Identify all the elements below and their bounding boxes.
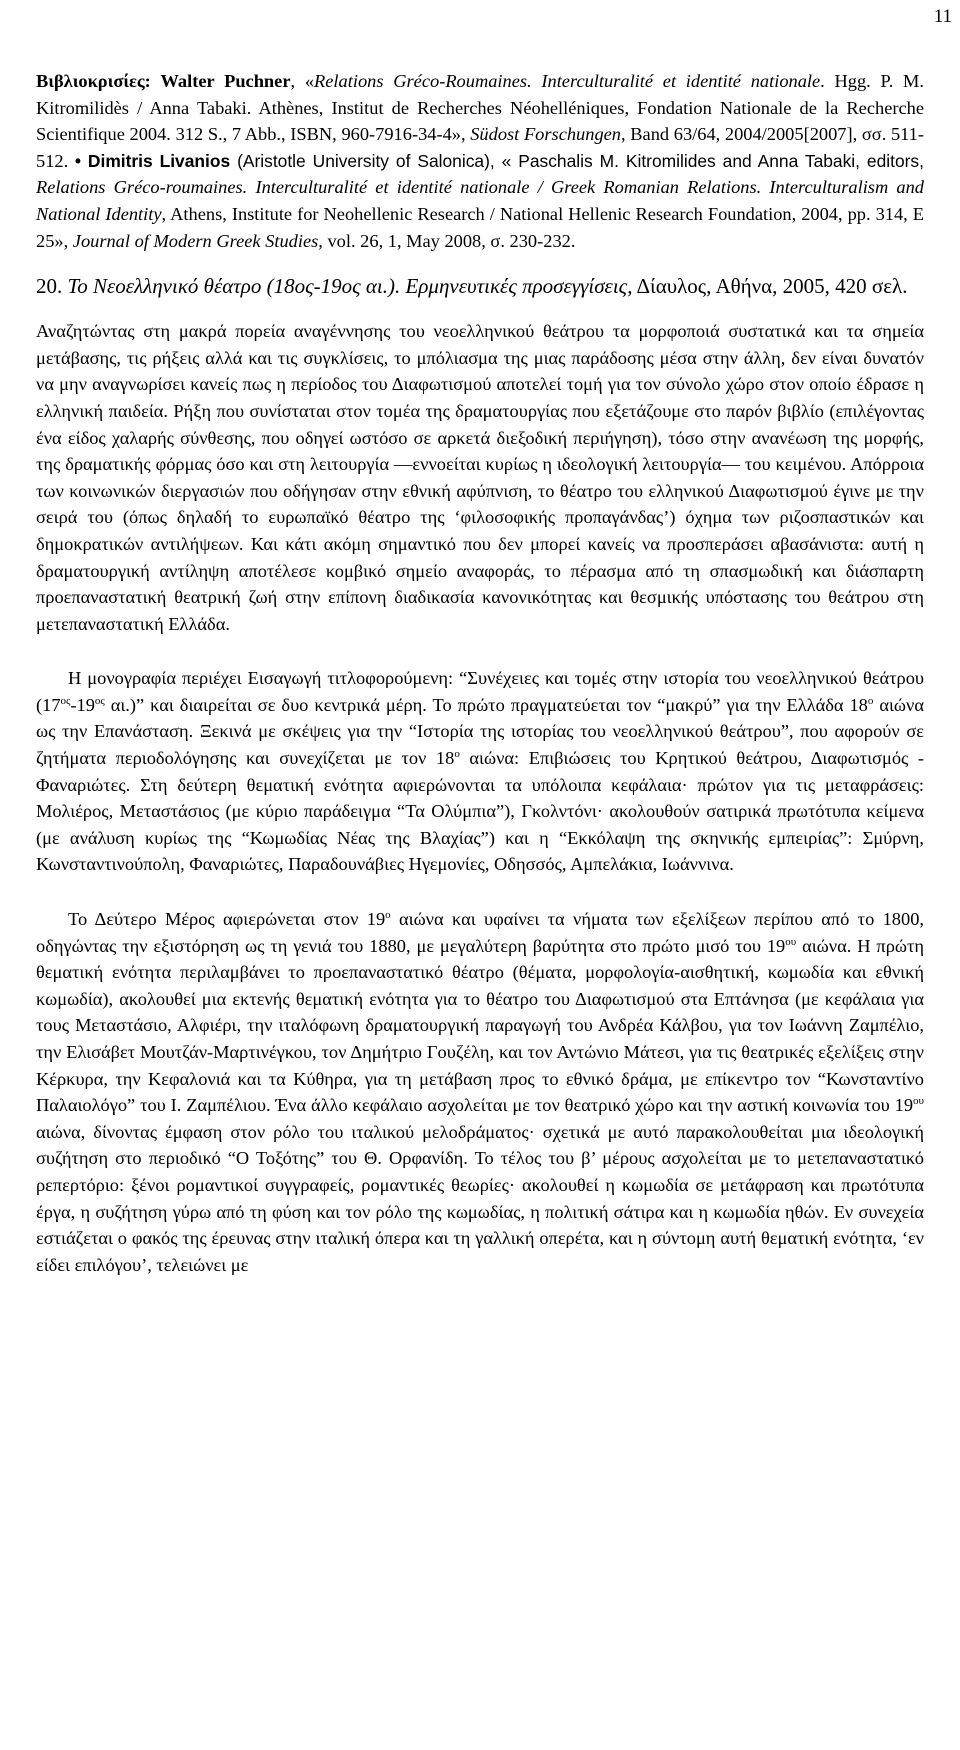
paragraph-second-part: [36, 906, 924, 1278]
review1-author: Walter Puchner: [160, 71, 291, 91]
review2-publisher: , Athens, Institute for Neohellenic Research / National Hellenic Research Foundation, 2004, pp. 314, E 25»,: [36, 203, 924, 251]
review1-title: Relations Gréco-Roumaines. Interculturalité et identité nationale: [314, 71, 821, 91]
page-number: 11: [933, 6, 952, 27]
superscript: ος: [60, 694, 71, 707]
text-run: Η μονογραφία περιέχει Εισαγωγή τιτλοφορούμενη: “Συνέχειες και τομές στην ιστορία του νεοελληνικού θεάτρου (17: [36, 668, 924, 715]
superscript: ου: [913, 1095, 924, 1108]
paragraph-intro: Αναζητώντας στη μακρά πορεία αναγέννησης του νεοελληνικού θεάτρου τα μορφοποιά συστατικά και τα σημεία μετάβασης, τις ρήξεις αλλά και τις συγκλίσεις, το μπόλιασμα της μιας παράδοσης μέσα στην άλλη, δεν είναι δυνατόν να μην αναγνωρίσει κανείς πως η περίοδος του Διαφωτισμού αποτελεί τομή για τον σύνολο χώρο στον οποίο έδρασε η ελληνική παιδεία. Ρήξη που συνίσταται στον τομέα της δραματουργίας που εξετάζουμε στο παρόν βιβλίο (επιλέγοντας ένα είδος χαλαρής σύνθεσης, που οδηγεί ωστόσο σε αρκετά διεξοδική περιήγηση), τόσο στην ανανέωση της μορφής, της δραματικής φόρμας όσο και στη λειτουργία —εννοείται κυρίως η ιδεολογική λειτουργία— του κειμένου. Απόρροια των κοινωνικών διεργασιών που οδήγησαν στην εθνική αφύπνιση, το θέατρο του ελληνικού Διαφωτισμού έγινε με την σειρά του (όπως δηλαδή το ευρωπαϊκό θέατρο της ‘φιλοσοφικής προπαγάνδας’) όχημα των ριζοσπαστικών και δημοκρατικών αντιλήψεων. Και κάτι ακόμη σημαντικό που δεν μπορεί κανείς να προσπεράσει αβασάνιστα: αυτή η δραματουργική αντίληψη αποτέλεσε κομβικό σημείο αναφοράς, το πέρασμα από τη σπασμωδική και διάσπαρτη προεπαναστατική θεατρική ζωή στην επίπονη διαδικασία κανονικότητας και θεσμικής υπόστασης του θεάτρου στη μετεπαναστατική Ελλάδα.: [36, 321, 924, 634]
text-run: -19: [70, 694, 95, 715]
text-run: Το Δεύτερο Μέρος αφιερώνεται στον 19: [68, 909, 386, 930]
text-run: αι.)” και διαιρείται σε δυο κεντρικά μέρη. Το πρώτο πραγματεύεται τον “μακρύ” για την Ελλάδα 18: [104, 694, 868, 715]
text-run: αιώνα, δίνοντας έμφαση στον ρόλο του ιταλικού μελοδράματος· σχετικά με αυτό παρακολουθείται μια ιδεολογική συζήτηση στο περιοδικό “Ο Τοξότης” του Θ. Ορφανίδη. Το τέλος του β’ μέρους ασχολείται με το μετεπαναστατικό ρεπερτόριο: ξένοι ρομαντικοί συγγραφείς, ρομαντικές θεωρίες· ακολουθεί η κωμωδία σε μετάφραση και πρωτότυπα έργα, η συζήτηση γύρω από τη φύση και τον ρόλο της κωμωδίας, η πολιτική σάτιρα και η κωμωδία ηθών. Εν συνεχεία εστιάζεται ο φακός της έρευνας στην ιταλική όπερα και τη γαλλική οπερέτα, και η σύντομη αυτή θεματική ενότητα, ‘εν είδει επιλόγου’, τελειώνει με: [36, 1121, 924, 1275]
superscript: ο: [454, 748, 460, 761]
review2-journal: Journal of Modern Greek Studies: [72, 230, 319, 251]
review1-details: . Hgg. P. M. Kitromilidès / Anna Tabaki. Athènes, Institut de Recherches Néohelléniques, Fondation Nationale de la Recherche Scientifique 2004. 312 S., 7 Abb., ISBN, 960-7916-34-4»,: [36, 71, 924, 145]
reviews-paragraph: [36, 68, 924, 254]
review1-pages: , Band 63/64, 2004/2005[2007], σσ. 511-512.: [36, 124, 924, 171]
superscript: ος: [94, 694, 105, 707]
entry-heading: [36, 272, 924, 300]
review2-bullet: •: [74, 150, 81, 171]
text-run: αιώνα: Επιβιώσεις του Κρητικού θεάτρου, Διαφωτισμός - Φαναριώτες. Στη δεύτερη θεματική ενότητα αφιερώνονται τα υπόλοιπα κεφάλαια· πρώτον για τις μεταφράσεις: Μολιέρος, Μεταστάσιος (με κύριο παράδειγμα “Τα Ολύμπια”), Γκολντόνι· ακολουθούν σατιρικά πρωτότυπα κείμενα (με ανάλυση κυρίως της “Κωμωδίας Νέας της Βλαχίας”) και η “Εκκόλαψη της σκηνικής εμπειρίας”: Σμύρνη, Κωνσταντινούπολη, Φαναριώτες, Παραδουνάβιες Ηγεμονίες, Οδησσός, Αμπελάκια, Ιωάννινα.: [36, 748, 924, 875]
review2-details: (Aristotle University of Salonica), « Paschalis M. Kitromilides and Anna Tabaki, editors,: [230, 150, 924, 171]
text-run: αιώνα και υφαίνει τα νήματα των εξελίξεων περίπου από το 1800, οδηγώντας την εξιστόρηση ως τη γενιά του 1880, με μεγαλύτερη βαρύτητα στο πρώτο μισό του 19: [36, 909, 924, 956]
review1-journal: Südost Forschungen: [470, 124, 621, 145]
entry-publisher: Δίαυλος, Αθήνα, 2005, 420 σελ.: [636, 274, 908, 299]
text-run: αιώνα. Η πρώτη θεματική ενότητα περιλαμβάνει το προεπαναστατικό θέατρο (θέματα, μορφολογία-αισθητική, κωμωδία και εθνική κωμωδία), ακολουθεί μια εκτενής θεματική ενότητα για το θέατρο του Διαφωτισμού στα Επτάνησα (με κεφάλαια για τους Μεταστάσιο, Αλφιέρι, την ιταλόφωνη δραματουργική παραγωγή του Ανδρέα Κάλβου, για τον Ιωάννη Ζαμπέλιο, την Ελισάβετ Μουτζάν-Μαρτινέγκου, τον Δημήτριο Γουζέλη, και τον Αντώνιο Μάτεσι, για τις θεατρικές εξελίξεις στην Κέρκυρα, την Κεφαλονιά και τα Κύθηρα, για τη μετάβαση προς το εθνικό δράμα, με επίκεντρο τον “Κωνσταντίνο Παλαιολόγο” του Ι. Ζαμπέλιου. Ένα άλλο κεφάλαιο ασχολείται με τον θεατρικό χώρο και την αστική κοινωνία του 19: [36, 935, 924, 1116]
reviews-label: Βιβλιοκρισίες:: [36, 71, 151, 91]
entry-number: 20.: [36, 274, 68, 299]
review1-open: , «: [290, 71, 315, 91]
entry-title: Το Νεοελληνικό θέατρο (18ος-19ος αι.). Ερμηνευτικές προσεγγίσεις,: [67, 274, 633, 299]
text-run: αιώνα ως την Επανάσταση. Ξεκινά με σκέψεις για την “Ιστορία της ιστορίας του νεοελληνικού θεάτρου”, που αφορούν σε ζητήματα περιοδολόγησης και συνεχίζεται με τον 18: [36, 694, 924, 769]
superscript: ο: [385, 909, 391, 922]
page-body: [36, 68, 924, 1278]
superscript: ο: [867, 694, 874, 707]
paragraph-structure: [36, 665, 924, 878]
superscript: ου: [785, 935, 797, 948]
review2-pages: , vol. 26, 1, May 2008, σ. 230-232.: [318, 230, 576, 251]
review2-title: Relations Gréco-roumaines. Interculturalité et identité nationale / Greek Romanian Relations. Interculturalism and National Identity: [36, 177, 924, 224]
review2-author: Dimitris Livanios: [87, 150, 231, 171]
